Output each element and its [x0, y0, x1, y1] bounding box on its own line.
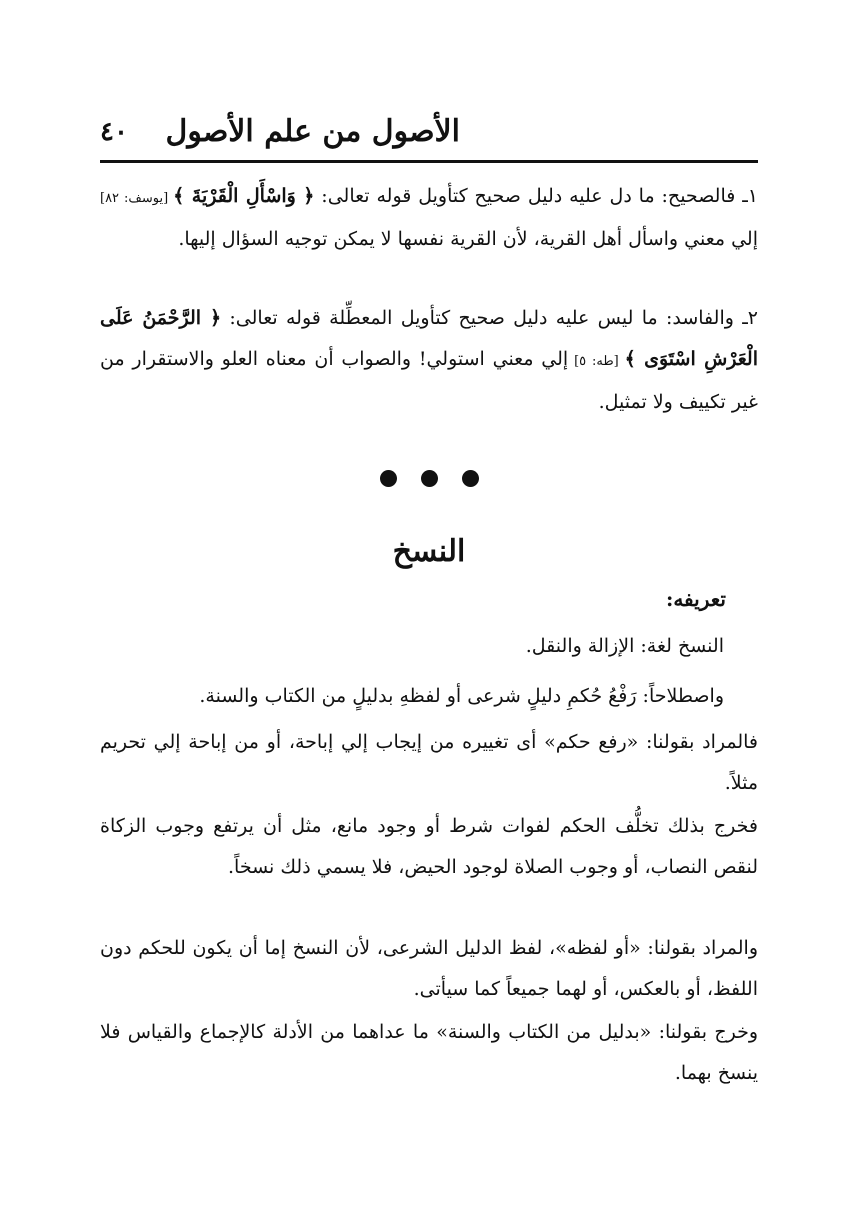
- paragraph-text: فالمراد بقولنا: «رفع حكم» أى تغييره من إيجاب إلي إباحة، أو من إباحة إلي تحريم مثلاً.: [100, 731, 758, 794]
- paragraph-lexical-definition: [100, 626, 758, 667]
- verse-reference: [طه: ٥]: [568, 354, 625, 369]
- paragraph-text: النسخ لغة: الإزالة والنقل.: [525, 635, 724, 657]
- paragraph-sources: [100, 1012, 758, 1094]
- paragraph-technical-definition: [100, 676, 758, 717]
- paragraph-text: وخرج بقولنا: «بدليل من الكتاب والسنة» ما عداهما من الأدلة كالإجماع والقياس فلا ينسخ بهما.: [100, 1021, 758, 1084]
- verse-reference: [يوسف: ٨٢]: [100, 191, 174, 206]
- header-title: الأصول من علم الأصول: [165, 114, 460, 149]
- page-number: ٤٠: [100, 117, 128, 147]
- paragraph-text: إلي معني استولي! والصواب أن معناه العلو والاستقرار من غير تكييف ولا تمثيل.: [100, 348, 758, 413]
- paragraph-exclusion-conditions: [100, 806, 758, 888]
- separator-dot: [462, 470, 479, 487]
- paragraph-text: ٢ـ والفاسد: ما ليس عليه دليل صحيح كتأويل المعطِّلة قوله تعالى:: [221, 307, 758, 329]
- running-header: [100, 112, 760, 160]
- header-rule: [100, 160, 758, 163]
- paragraph-text: واصطلاحاً: رَفْعُ حُكمِ دليلٍ شرعى أو لفظهِ بدليلٍ من الكتاب والسنة.: [199, 685, 724, 707]
- paragraph-correct-interpretation: [100, 176, 758, 260]
- paragraph-wording: [100, 928, 758, 1010]
- quran-verse: ﴿ وَاسْأَلِ الْقَرْيَةَ ﴾: [173, 185, 315, 207]
- paragraph-text: والمراد بقولنا: «أو لفظه»، لفظ الدليل الشرعى، لأن النسخ إما أن يكون للحكم دون اللفظ، أو بالعكس، أو لهما جميعاً كما سيأتى.: [100, 937, 758, 1000]
- section-separator: [0, 470, 858, 487]
- paragraph-false-interpretation: [100, 298, 758, 423]
- paragraph-raising-ruling: [100, 722, 758, 804]
- section-subheading: تعريفه:: [665, 587, 726, 611]
- paragraph-text: إلي معني واسأل أهل القرية، لأن القرية نفسها لا يمكن توجيه السؤال إليها.: [178, 228, 758, 250]
- paragraph-text: فخرج بذلك تخلُّف الحكم لفوات شرط أو وجود مانع، مثل أن يرتفع وجوب الزكاة لنقص النصاب، أو وجوب الصلاة لوجود الحيض، فلا يسمي ذلك نسخاً.: [100, 815, 758, 878]
- paragraph-text: ١ـ فالصحيح: ما دل عليه دليل صحيح كتأويل قوله تعالى:: [314, 185, 759, 207]
- section-title: النسخ: [392, 534, 466, 569]
- separator-dot: [380, 470, 397, 487]
- separator-dot: [421, 470, 438, 487]
- quran-verse: ﴿ الرَّحْمَنُ عَلَى الْعَرْشِ اسْتَوَى ﴾: [100, 307, 758, 370]
